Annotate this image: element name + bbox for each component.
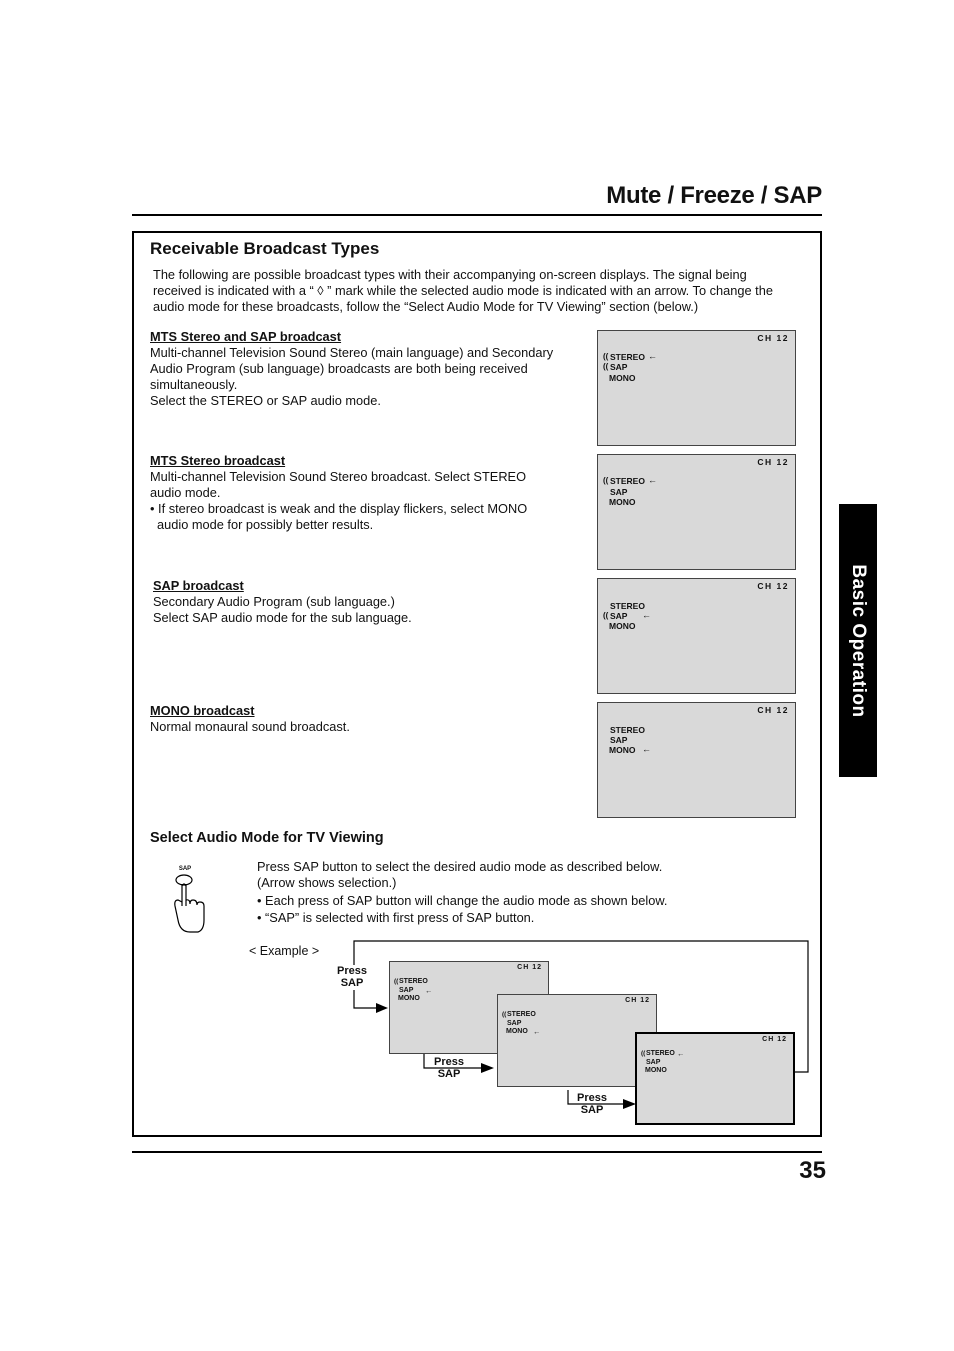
sap-label: SAP — [340, 977, 364, 989]
press-sap-label — [572, 1092, 612, 1116]
osd-mono: MONO — [609, 621, 636, 631]
section-line: Select the STEREO or SAP audio mode. — [150, 393, 381, 408]
instruction-line: • “SAP” is selected with first press of SAP button. — [257, 910, 535, 925]
receivable-heading: Receivable Broadcast Types — [150, 239, 380, 258]
osd-screen-stereo — [597, 454, 796, 570]
osd-sap: SAP — [646, 1059, 661, 1066]
osd-sap: SAP — [610, 487, 628, 497]
osd-mono: MONO — [609, 497, 636, 507]
intro-line: The following are possible broadcast types with their accompanying on-screen displays. The signal being — [153, 267, 747, 282]
select-mode-heading: Select Audio Mode for TV Viewing — [150, 830, 384, 846]
signal-icon: (( — [603, 352, 609, 361]
osd-stereo: STEREO — [646, 1050, 675, 1057]
section-line: Select SAP audio mode for the sub language. — [153, 610, 412, 625]
osd-sap: SAP — [610, 735, 628, 745]
osd-sap: SAP — [610, 362, 628, 372]
intro-line: received is indicated with a “ ◊ ” mark while the selected audio mode is indicated with an arrow. To change the — [153, 283, 773, 298]
signal-icon: (( — [603, 362, 609, 371]
section-line: simultaneously. — [150, 377, 238, 392]
header-rule — [132, 214, 822, 216]
press-label: Press — [434, 1056, 464, 1068]
signal-icon: (( — [603, 611, 609, 620]
select-mode-instructions — [257, 859, 727, 926]
section-line: audio mode for possibly better results. — [157, 517, 374, 532]
signal-icon: (( — [394, 978, 399, 985]
intro-line: audio mode for these broadcasts, follow the “Select Audio Mode for TV Viewing” section (below.) — [153, 299, 699, 314]
section-line: Multi-channel Television Sound Stereo (main language) and Secondary — [150, 345, 554, 360]
osd-stereo: STEREO — [610, 725, 645, 735]
channel-label: CH 12 — [517, 964, 542, 971]
osd-screen-sap — [597, 578, 796, 694]
section-mono — [150, 703, 580, 735]
sap-label: SAP — [437, 1068, 461, 1080]
instruction-line: (Arrow shows selection.) — [257, 875, 397, 890]
osd-mono: MONO — [609, 745, 636, 755]
channel-label: CH 12 — [757, 457, 789, 467]
example-screen-stereo — [635, 1032, 795, 1125]
sap-button-label: SAP — [178, 866, 192, 872]
page-title: Mute / Freeze / SAP — [606, 182, 822, 209]
osd-mono: MONO — [609, 373, 636, 383]
osd-mono: MONO — [398, 995, 420, 1002]
receivable-intro — [153, 267, 803, 315]
section-line: Multi-channel Television Sound Stereo broadcast. Select STEREO — [150, 469, 527, 484]
channel-label: CH 12 — [757, 581, 789, 591]
signal-icon: (( — [641, 1050, 646, 1057]
channel-label: CH 12 — [757, 333, 789, 343]
sap-label: SAP — [580, 1104, 604, 1116]
osd-mono: MONO — [506, 1028, 528, 1035]
section-title: MTS Stereo and SAP broadcast — [150, 329, 342, 344]
section-title: MONO broadcast — [150, 703, 255, 718]
press-sap-label — [429, 1056, 469, 1080]
section-line: • If stereo broadcast is weak and the display flickers, select MONO — [150, 501, 528, 516]
press-label: Press — [577, 1092, 607, 1104]
footer-rule — [132, 1151, 822, 1153]
section-line: audio mode. — [150, 485, 221, 500]
osd-stereo: STEREO — [399, 978, 428, 985]
osd-stereo: STEREO — [610, 601, 645, 611]
osd-sap: SAP — [610, 611, 628, 621]
channel-label: CH 12 — [625, 997, 650, 1004]
osd-sap: SAP — [399, 987, 414, 994]
osd-screen-stereo-sap — [597, 330, 796, 446]
osd-stereo: STEREO — [610, 476, 645, 486]
osd-stereo: STEREO — [610, 352, 645, 362]
section-sap — [153, 578, 583, 626]
channel-label: CH 12 — [757, 705, 789, 715]
section-line: Audio Program (sub language) broadcasts are both being received — [150, 361, 528, 376]
section-mts-stereo — [150, 453, 580, 533]
page-number: 35 — [799, 1157, 826, 1184]
section-line: Secondary Audio Program (sub language.) — [153, 594, 395, 609]
sap-button-hand-icon — [170, 862, 214, 937]
selection-arrow-icon: ← — [648, 351, 657, 361]
press-label: Press — [337, 965, 367, 977]
osd-screen-mono — [597, 702, 796, 818]
example-screen-mono — [497, 994, 657, 1087]
selection-arrow-icon: ← — [642, 610, 651, 620]
osd-sap: SAP — [507, 1020, 522, 1027]
section-line: Normal monaural sound broadcast. — [150, 719, 350, 734]
section-title: MTS Stereo broadcast — [150, 453, 286, 468]
press-sap-label — [333, 965, 371, 989]
example-label: < Example > — [249, 944, 320, 958]
signal-icon: (( — [502, 1011, 507, 1018]
selection-arrow-icon: ← — [677, 1049, 685, 1058]
selection-arrow-icon: ← — [533, 1027, 541, 1036]
side-tab-label: Basic Operation — [848, 563, 869, 718]
osd-mono: MONO — [645, 1067, 667, 1074]
osd-stereo: STEREO — [507, 1011, 536, 1018]
selection-arrow-icon: ← — [642, 744, 651, 754]
channel-label: CH 12 — [762, 1036, 787, 1043]
selection-arrow-icon: ← — [425, 986, 433, 995]
selection-arrow-icon: ← — [648, 475, 657, 485]
instruction-line: Press SAP button to select the desired audio mode as described below. — [257, 859, 663, 874]
signal-icon: (( — [603, 476, 609, 485]
side-tab — [839, 504, 877, 777]
section-title: SAP broadcast — [153, 578, 244, 593]
instruction-line: • Each press of SAP button will change the audio mode as shown below. — [257, 893, 668, 908]
section-mts-stereo-sap — [150, 329, 580, 409]
